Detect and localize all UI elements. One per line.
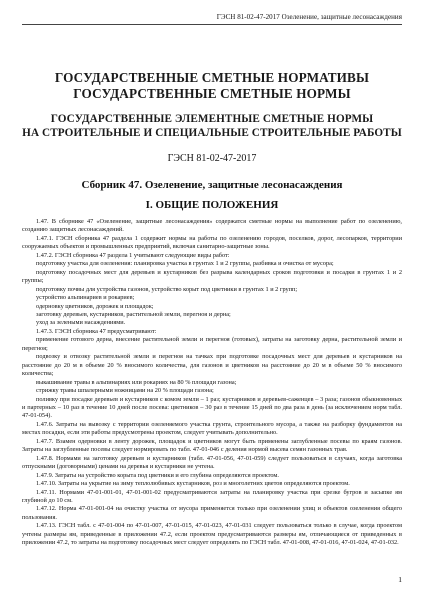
body-paragraph: 1.47.10. Затраты на укрытие на зиму теплолюбивых кустарников, роз и многолетних цветов определяются проектом.	[36, 480, 350, 488]
body-paragraph: выкашивание травы в альпинариях или рокариях на 80 % площади газона;	[36, 378, 237, 386]
body-paragraph: 1.47.1. ГЭСН сборника 47 раздела 1 содержит нормы на работы по озеленению городов, поселков, дорог, лесопарков, территории сооружаемых объектов и промышленных предприятий, включая санитарно-защитные зоны.	[22, 234, 402, 251]
body-paragraph: стрижку травы шпалерными ножницами на 20 % площади газона;	[36, 387, 214, 395]
body-paragraph: поливку при посадке деревьев и кустарников с комом земли – 1 раз; кустарников и деревьев-саженцев – 3 раза; газонов обыкновенных и партерных – 10 раз в течение 10 дней после посева: цветников – 30 раз в течение 15 дней по два раза в день (за исключением норм табл. 47-01-054).	[22, 395, 402, 420]
document-code: ГЭСН 81-02-47-2017	[167, 153, 257, 164]
body-paragraph: 1.47.11. Нормами 47-01-001-01, 47-01-001-02 предусматриваются затраты на планировку участка при срезке бугров и засыпке ям глубиной до 10 см.	[22, 488, 402, 504]
body-paragraph: 1.47.6. Затраты на вывозку с территории озеленяемого участка грунта, строительного мусора, а также на разборку фундаментов на местах посадки, если эти работы предусмотрены проектом, следует учитывать дополнительно.	[22, 420, 402, 437]
title-line-4: НА СТРОИТЕЛЬНЫЕ И СПЕЦИАЛЬНЫЕ СТРОИТЕЛЬНЫЕ РАБОТЫ	[22, 127, 402, 139]
body-paragraph: 1.47.3. ГЭСН сборника 47 предусматривают:	[36, 327, 157, 335]
title-line-3: ГОСУДАРСТВЕННЫЕ ЭЛЕМЕНТНЫЕ СМЕТНЫЕ НОРМЫ	[50, 113, 374, 125]
collection-title: Сборник 47. Озеленение, защитные лесонасаждения	[81, 179, 343, 191]
title-line-1: ГОСУДАРСТВЕННЫЕ СМЕТНЫЕ НОРМАТИВЫ	[54, 70, 370, 85]
running-header: ГЭСН 81-02-47-2017 Озеленение, защитные лесонасаждения	[216, 13, 402, 21]
body-paragraph: 1.47.8. Нормами на заготовку деревьев и кустарников (табл. 47-01-056, 47-01-059) следует пользоваться в случаях, когда заготовка отпускными (договорными) ценами на деревья и кустарники не учтена.	[22, 454, 402, 471]
body-paragraph: подготовку почвы для устройства газонов, устройство корыт под цветники в грунтах 1 и 2 групп;	[36, 285, 298, 293]
body-paragraph: 1.47.7. Взамен одерновки в ленту дорожек, площадок и цветников могут быть применены заглубленные посевы по краям газонов. Затраты на заглубленные посевы следует нормировать по табл. 47-01-046 с деления нормой высева семян газонных трав.	[22, 437, 402, 454]
body-paragraph: подвозку и отвозку растительной земли и перегноя на тачках при подготовке посадочных мест для деревьев и кустарников на расстояние до 20 м в объеме 20 % вносимого количества, для газонов и цветников на расстояние до 20 м в объеме 50 % вносимого количества;	[22, 353, 402, 378]
body-paragraph: уход за зелеными насаждениями.	[36, 319, 126, 327]
body-paragraph: устройство альпинариев и рокариев;	[36, 294, 135, 302]
body-paragraph: 1.47.9. Затраты на устройство корыта под цветники и его глубина определяются проектом.	[36, 471, 279, 479]
body-text	[22, 218, 402, 548]
header-rule	[22, 24, 402, 25]
title-line-2: ГОСУДАРСТВЕННЫЕ СМЕТНЫЕ НОРМЫ	[73, 86, 351, 101]
body-paragraph: заготовку деревьев, кустарников, растительной земли, перегноя и дерна;	[36, 310, 231, 318]
body-paragraph: 1.47. В сборнике 47 «Озеленение, защитные лесонасаждения» содержатся сметные нормы на выполнение работ по озеленению, созданию защитных лесонасаждений.	[22, 218, 402, 234]
body-paragraph: 1.47.12. Норма 47-01-001-04 на очистку участка от мусора применяется только при озеленении улиц и объектов озеленения общего пользования.	[22, 505, 402, 521]
body-paragraph: подготовку участка для озеленения: планировка участка в грунтах 1 и 2 группы, разбивка и очистка от мусора;	[36, 260, 334, 268]
body-paragraph: 1.47.13. ГЭСН табл. с 47-01-004 по 47-01-007, 47-01-015, 47-01-023, 47-01-031 следует пользоваться только в случае, когда проектом учтены размеры ям, приведенные в приложении 47.2, если проектом предусматриваются размеры ям, отличающиеся от приведенных в приложении 47.2, то затраты на подготовку посадочных мест следует определять по ГЭСН табл. 47-01-008, 47-01-016, 47-01-024, 47-01-032.	[22, 522, 402, 547]
page-number: 1	[398, 575, 402, 584]
body-paragraph: подготовку посадочных мест для деревьев и кустарников без разрыва календарных сроков подготовки и посадки в грунтах 1 и 2 группы;	[22, 268, 402, 285]
section-title: I. ОБЩИЕ ПОЛОЖЕНИЯ	[145, 199, 279, 211]
body-paragraph: одерновку цветников, дорожек и площадок;	[36, 302, 154, 310]
body-paragraph: применение готового дерна, внесение растительной земли и перегноя (готовых), затраты на заготовку дерна, растительной земли и перегноя;	[22, 336, 402, 352]
body-paragraph: 1.47.2. ГЭСН сборника 47 раздела 1 учитывают следующие виды работ:	[36, 251, 230, 259]
